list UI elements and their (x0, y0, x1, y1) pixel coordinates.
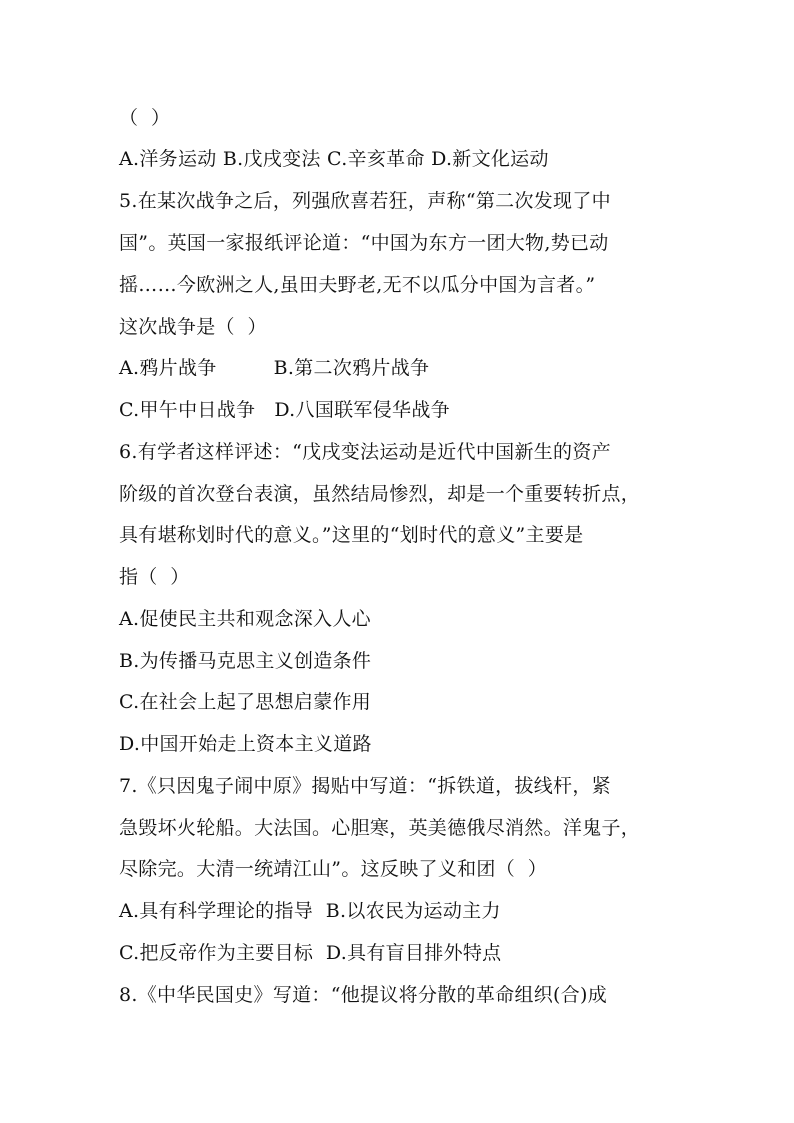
q6-stem-line-4: 指（ ） (119, 566, 190, 588)
q4-options: A.洋务运动 B.戊戌变法 C.辛亥革命 D.新文化运动 (119, 148, 549, 170)
q7-stem-line-3: 尽除完。大清一统靖江山”。这反映了义和团（ ） (119, 858, 547, 880)
q6-stem-line-1: 6.有学者这样评述：“戊戌变法运动是近代中国新生的资产 (119, 441, 611, 463)
q6-stem-line-2: 阶级的首次登台表演，虽然结局惨烈，却是一个重要转折点， (119, 483, 641, 505)
q5-options-cd: C.甲午中日战争 D.八国联军侵华战争 (119, 399, 450, 421)
q6-option-d: D.中国开始走上资本主义道路 (119, 733, 372, 755)
q7-stem-line-2: 急毁坏火轮船。大法国。心胆寒，英美德俄尽消然。洋鬼子， (119, 817, 641, 839)
q7-options-cd: C.把反帝作为主要目标 D.具有盲目排外特点 (119, 942, 502, 964)
q5-options-ab: A.鸦片战争 B.第二次鸦片战争 (119, 357, 430, 379)
q8-stem-line-1: 8.《中华民国史》写道：“他提议将分散的革命组织(合)成 (119, 984, 608, 1006)
q7-options-ab: A.具有科学理论的指导 B.以农民为运动主力 (119, 900, 501, 922)
q5-stem-line-1: 5.在某次战争之后，列强欣喜若狂，声称“第二次发现了中 (119, 190, 611, 212)
q5-stem-line-3: 摇……今欧洲之人,虽田夫野老,无不以瓜分中国为言者。” (119, 274, 596, 296)
q6-stem-line-3: 具有堪称划时代的意义。”这里的“划时代的意义”主要是 (119, 524, 584, 546)
q6-option-a: A.促使民主共和观念深入人心 (119, 608, 371, 630)
answer-blank-line: （ ） (119, 107, 171, 129)
q5-stem-line-2: 国”。英国一家报纸评论道：“中国为东方一团大物,势已动 (119, 232, 609, 254)
q6-option-b: B.为传播马克思主义创造条件 (119, 650, 372, 672)
q6-option-c: C.在社会上起了思想启蒙作用 (119, 691, 372, 713)
q5-stem-line-4: 这次战争是（ ） (119, 316, 267, 338)
q7-stem-line-1: 7.《只因鬼子闹中原》揭贴中写道：“拆铁道，拔线杆，紧 (119, 775, 611, 797)
